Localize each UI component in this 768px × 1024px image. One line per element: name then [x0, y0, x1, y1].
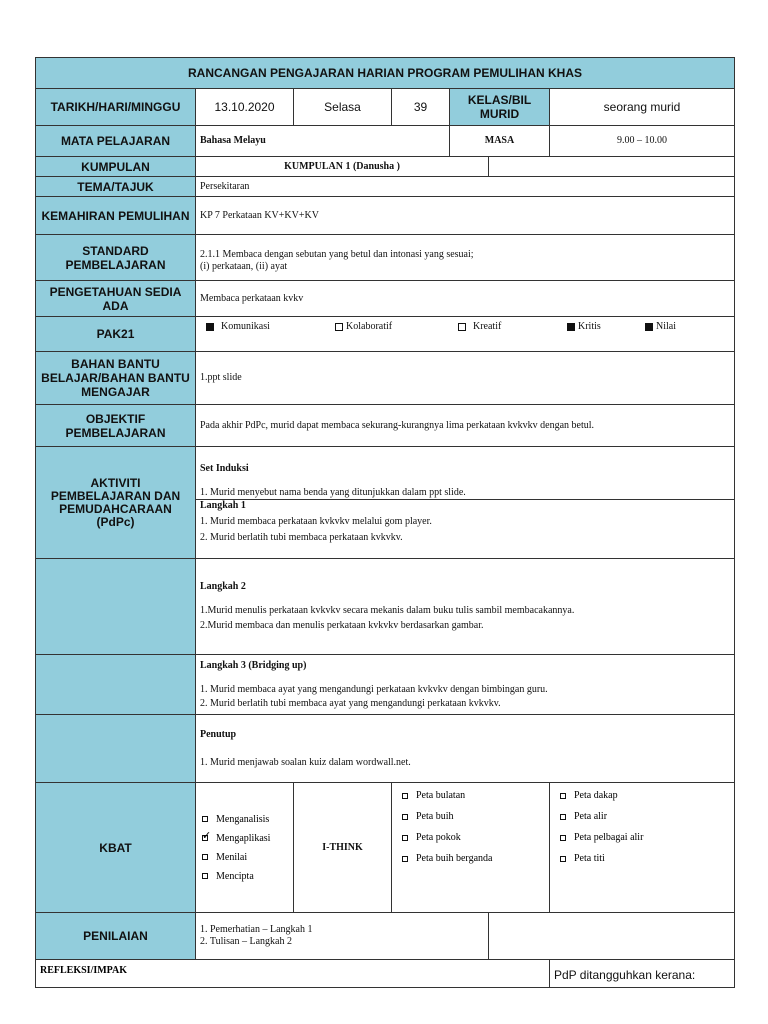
kemahiran-label: KEMAHIRAN PEMULIHAN [36, 197, 196, 235]
peta-buih-berganda-checkbox[interactable] [402, 856, 408, 862]
mata-pelajaran-label: MATA PELAJARAN [36, 126, 196, 157]
kumpulan-value: KUMPULAN 1 (Danusha ) [196, 157, 489, 177]
peta-pelbagai-alir-checkbox[interactable] [560, 835, 566, 841]
refleksi-cell [36, 960, 550, 988]
pak21-nilai-checkbox[interactable] [645, 323, 653, 331]
tarikh-label: TARIKH/HARI/MINGGU [36, 89, 196, 126]
aktiviti-label: AKTIVITI PEMBELAJARAN DAN PEMUDAHCARAAN (PdPc) [36, 447, 196, 559]
pak21-kolaboratif[interactable]: Kolaboratif [335, 321, 392, 332]
bbm-value: 1.ppt slide [196, 352, 735, 405]
langkah2-line-1: 1.Murid menulis perkataan kvkvkv secara mekanis dalam buku tulis sambil membacakannya. [200, 605, 575, 616]
bbm-label: BAHAN BANTU BELAJAR/BAHAN BANTU MENGAJAR [36, 352, 196, 405]
date-value: 13.10.2020 [196, 89, 294, 126]
standard-label: STANDARD PEMBELAJARAN [36, 235, 196, 281]
check-mark-icon: ✓ [202, 830, 212, 842]
pengetahuan-label: PENGETAHUAN SEDIA ADA [36, 281, 196, 317]
langkah2-title: Langkah 2 [200, 581, 246, 592]
penilaian-value [196, 913, 489, 960]
standard-value [196, 235, 735, 281]
pak21-komunikasi-checkbox[interactable] [206, 323, 214, 331]
standard-line-2: (i) perkataan, (ii) ayat [200, 260, 288, 272]
penutup-line-1: 1. Murid menjawab soalan kuiz dalam wordwall.net. [200, 756, 411, 768]
langkah1-line-2: 2. Murid berlatih tubi membaca perkataan kvkvkv. [200, 531, 403, 543]
set-induksi-title: Set Induksi [200, 462, 249, 474]
penutup-label-cell [36, 715, 196, 783]
plan-title: RANCANGAN PENGAJARAN HARIAN PROGRAM PEMULIHAN KHAS [36, 58, 735, 89]
tema-value: Persekitaran [196, 177, 735, 197]
pak21-nilai[interactable]: Nilai [645, 321, 676, 332]
peta-pelbagai-alir[interactable]: Peta pelbagai alir [560, 827, 730, 848]
pak21-kritis[interactable]: Kritis [567, 321, 601, 332]
peta-bulatan[interactable]: Peta bulatan [402, 785, 545, 806]
lesson-plan-sheet [35, 57, 734, 1007]
refleksi-label: REFLEKSI/IMPAK [40, 965, 128, 976]
langkah3-line-2: 2. Murid berlatih tubi membaca ayat yang mengandungi perkataan kvkvkv. [200, 697, 501, 709]
mata-pelajaran-value: Bahasa Melayu [196, 126, 450, 157]
peta-column-1 [392, 783, 550, 913]
objektif-value: Pada akhir PdPc, murid dapat membaca sekurang-kurangnya lima perkataan kvkvkv dengan betul. [196, 405, 735, 447]
pdp-ditangguhkan-cell [550, 960, 735, 988]
kbat-menilai[interactable]: Menilai [202, 848, 289, 867]
kbat-options [196, 783, 294, 913]
kelas-label: KELAS/BIL MURID [450, 89, 550, 126]
day-value: Selasa [294, 89, 392, 126]
penilaian-label: PENILAIAN [36, 913, 196, 960]
langkah3-line-1: 1. Murid membaca ayat yang mengandungi perkataan kvkvkv dengan bimbingan guru. [200, 683, 548, 695]
pak21-kritis-checkbox[interactable] [567, 323, 575, 331]
peta-alir[interactable]: Peta alir [560, 806, 730, 827]
pak21-kolaboratif-checkbox[interactable] [335, 323, 343, 331]
standard-line-1: 2.1.1 Membaca dengan sebutan yang betul dan intonasi yang sesuai; [200, 248, 474, 260]
aktiviti-label-continued [36, 559, 196, 655]
penutup-title: Penutup [200, 728, 237, 740]
objektif-label: OBJEKTIF PEMBELAJARAN [36, 405, 196, 447]
ithink-label: I-THINK [294, 783, 392, 913]
langkah3-label-cell [36, 655, 196, 715]
penilaian-line-2: 2. Tulisan – Langkah 2 [200, 936, 292, 947]
tema-label: TEMA/TAJUK [36, 177, 196, 197]
aktiviti-langkah2-cell [196, 559, 735, 655]
peta-titi[interactable]: Peta titi [560, 848, 730, 869]
kbat-mengaplikasi-checkbox[interactable] [202, 830, 212, 842]
aktiviti-langkah1-cell [196, 447, 735, 559]
kumpulan-label: KUMPULAN [36, 157, 196, 177]
kbat-menganalisis-checkbox[interactable] [202, 816, 208, 822]
pak21-kreatif[interactable]: Kreatif [458, 321, 501, 332]
lesson-plan-table [35, 57, 735, 988]
langkah1-title: Langkah 1 [196, 499, 734, 512]
pengetahuan-value: Membaca perkataan kvkv [196, 281, 735, 317]
penilaian-line-1: 1. Pemerhatian – Langkah 1 [200, 924, 313, 935]
peta-column-2 [550, 783, 735, 913]
penilaian-empty [489, 913, 735, 960]
set-induksi-line-1: 1. Murid menyebut nama benda yang ditunjukkan dalam ppt slide. [200, 486, 466, 498]
peta-buih-checkbox[interactable] [402, 814, 408, 820]
pak21-options [196, 317, 735, 352]
kbat-mencipta[interactable]: Mencipta [202, 867, 289, 886]
kbat-mengaplikasi[interactable]: ✓ Mengaplikasi [202, 830, 271, 844]
kumpulan-empty [489, 157, 735, 177]
pak21-label: PAK21 [36, 317, 196, 352]
masa-label: MASA [450, 126, 550, 157]
peta-titi-checkbox[interactable] [560, 856, 566, 862]
peta-dakap-checkbox[interactable] [560, 793, 566, 799]
peta-dakap[interactable]: Peta dakap [560, 785, 730, 806]
pdp-ditangguhkan-label: PdP ditangguhkan kerana: [554, 968, 696, 982]
kbat-mencipta-checkbox[interactable] [202, 873, 208, 879]
pak21-kreatif-checkbox[interactable] [458, 323, 466, 331]
kbat-menganalisis[interactable]: Menganalisis [202, 810, 289, 829]
kemahiran-value: KP 7 Perkataan KV+KV+KV [196, 197, 735, 235]
peta-pokok[interactable]: Peta pokok [402, 827, 545, 848]
langkah1-line-1: 1. Murid membaca perkataan kvkvkv melalui gom player. [200, 515, 432, 527]
kbat-menilai-checkbox[interactable] [202, 854, 208, 860]
aktiviti-penutup-cell [196, 715, 735, 783]
langkah3-title: Langkah 3 (Bridging up) [200, 659, 307, 671]
aktiviti-langkah3-cell [196, 655, 735, 715]
peta-buih-berganda[interactable]: Peta buih berganda [402, 848, 545, 869]
masa-value: 9.00 – 10.00 [550, 126, 735, 157]
kbat-label: KBAT [36, 783, 196, 913]
week-value: 39 [392, 89, 450, 126]
kelas-value: seorang murid [550, 89, 735, 126]
langkah2-line-2: 2.Murid membaca dan menulis perkataan kvkvkv berdasarkan gambar. [200, 620, 484, 631]
peta-bulatan-checkbox[interactable] [402, 793, 408, 799]
peta-buih[interactable]: Peta buih [402, 806, 545, 827]
peta-pokok-checkbox[interactable] [402, 835, 408, 841]
peta-alir-checkbox[interactable] [560, 814, 566, 820]
pak21-komunikasi[interactable]: Komunikasi [206, 321, 270, 332]
